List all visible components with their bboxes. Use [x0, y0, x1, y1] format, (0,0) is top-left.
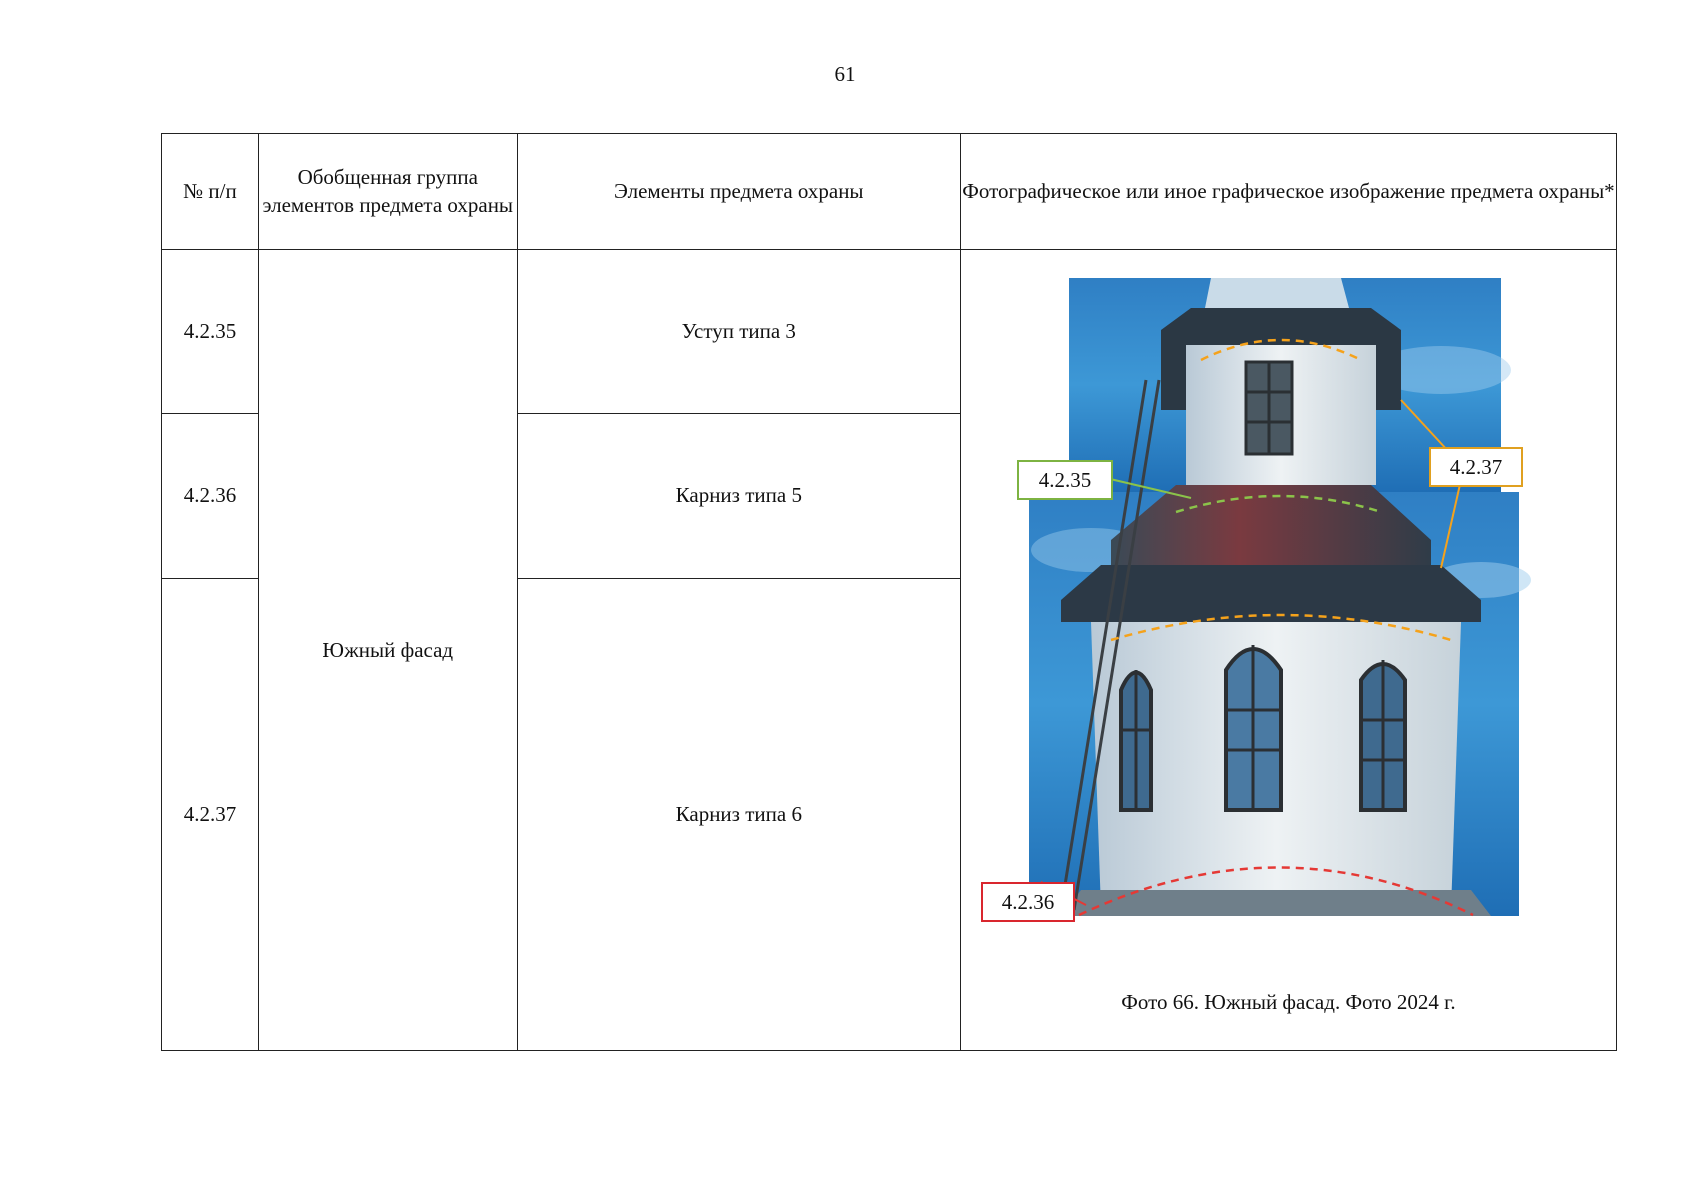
header-elements: Элементы предмета охраны: [517, 134, 960, 250]
row-element: Уступ типа 3: [517, 250, 960, 414]
photo-wrap: [961, 250, 1616, 1050]
header-image: Фотографическое или иное графическое изображение предмета охраны*: [960, 134, 1616, 250]
group-cell: Южный фасад: [258, 250, 517, 1051]
page-number: 61: [834, 62, 856, 86]
row-element: Карниз типа 6: [517, 578, 960, 1050]
header-num: № п/п: [162, 134, 259, 250]
header-group: Обобщенная группа элементов предмета охраны: [258, 134, 517, 250]
row-num: 4.2.36: [162, 413, 259, 578]
bell-tower-photo: [961, 250, 1616, 1050]
callout-4-2-36: 4.2.36: [981, 882, 1075, 922]
row-element: Карниз типа 5: [517, 413, 960, 578]
table-row: [162, 250, 1617, 414]
callout-4-2-35: 4.2.35: [1017, 460, 1113, 500]
row-num: 4.2.35: [162, 250, 259, 414]
photo-cell: [960, 250, 1616, 1051]
row-num: 4.2.37: [162, 578, 259, 1050]
protection-elements-table: [161, 133, 1617, 1051]
photo-caption: Фото 66. Южный фасад. Фото 2024 г.: [1121, 990, 1456, 1014]
table-header-row: [162, 134, 1617, 250]
callout-4-2-37: 4.2.37: [1429, 447, 1523, 487]
